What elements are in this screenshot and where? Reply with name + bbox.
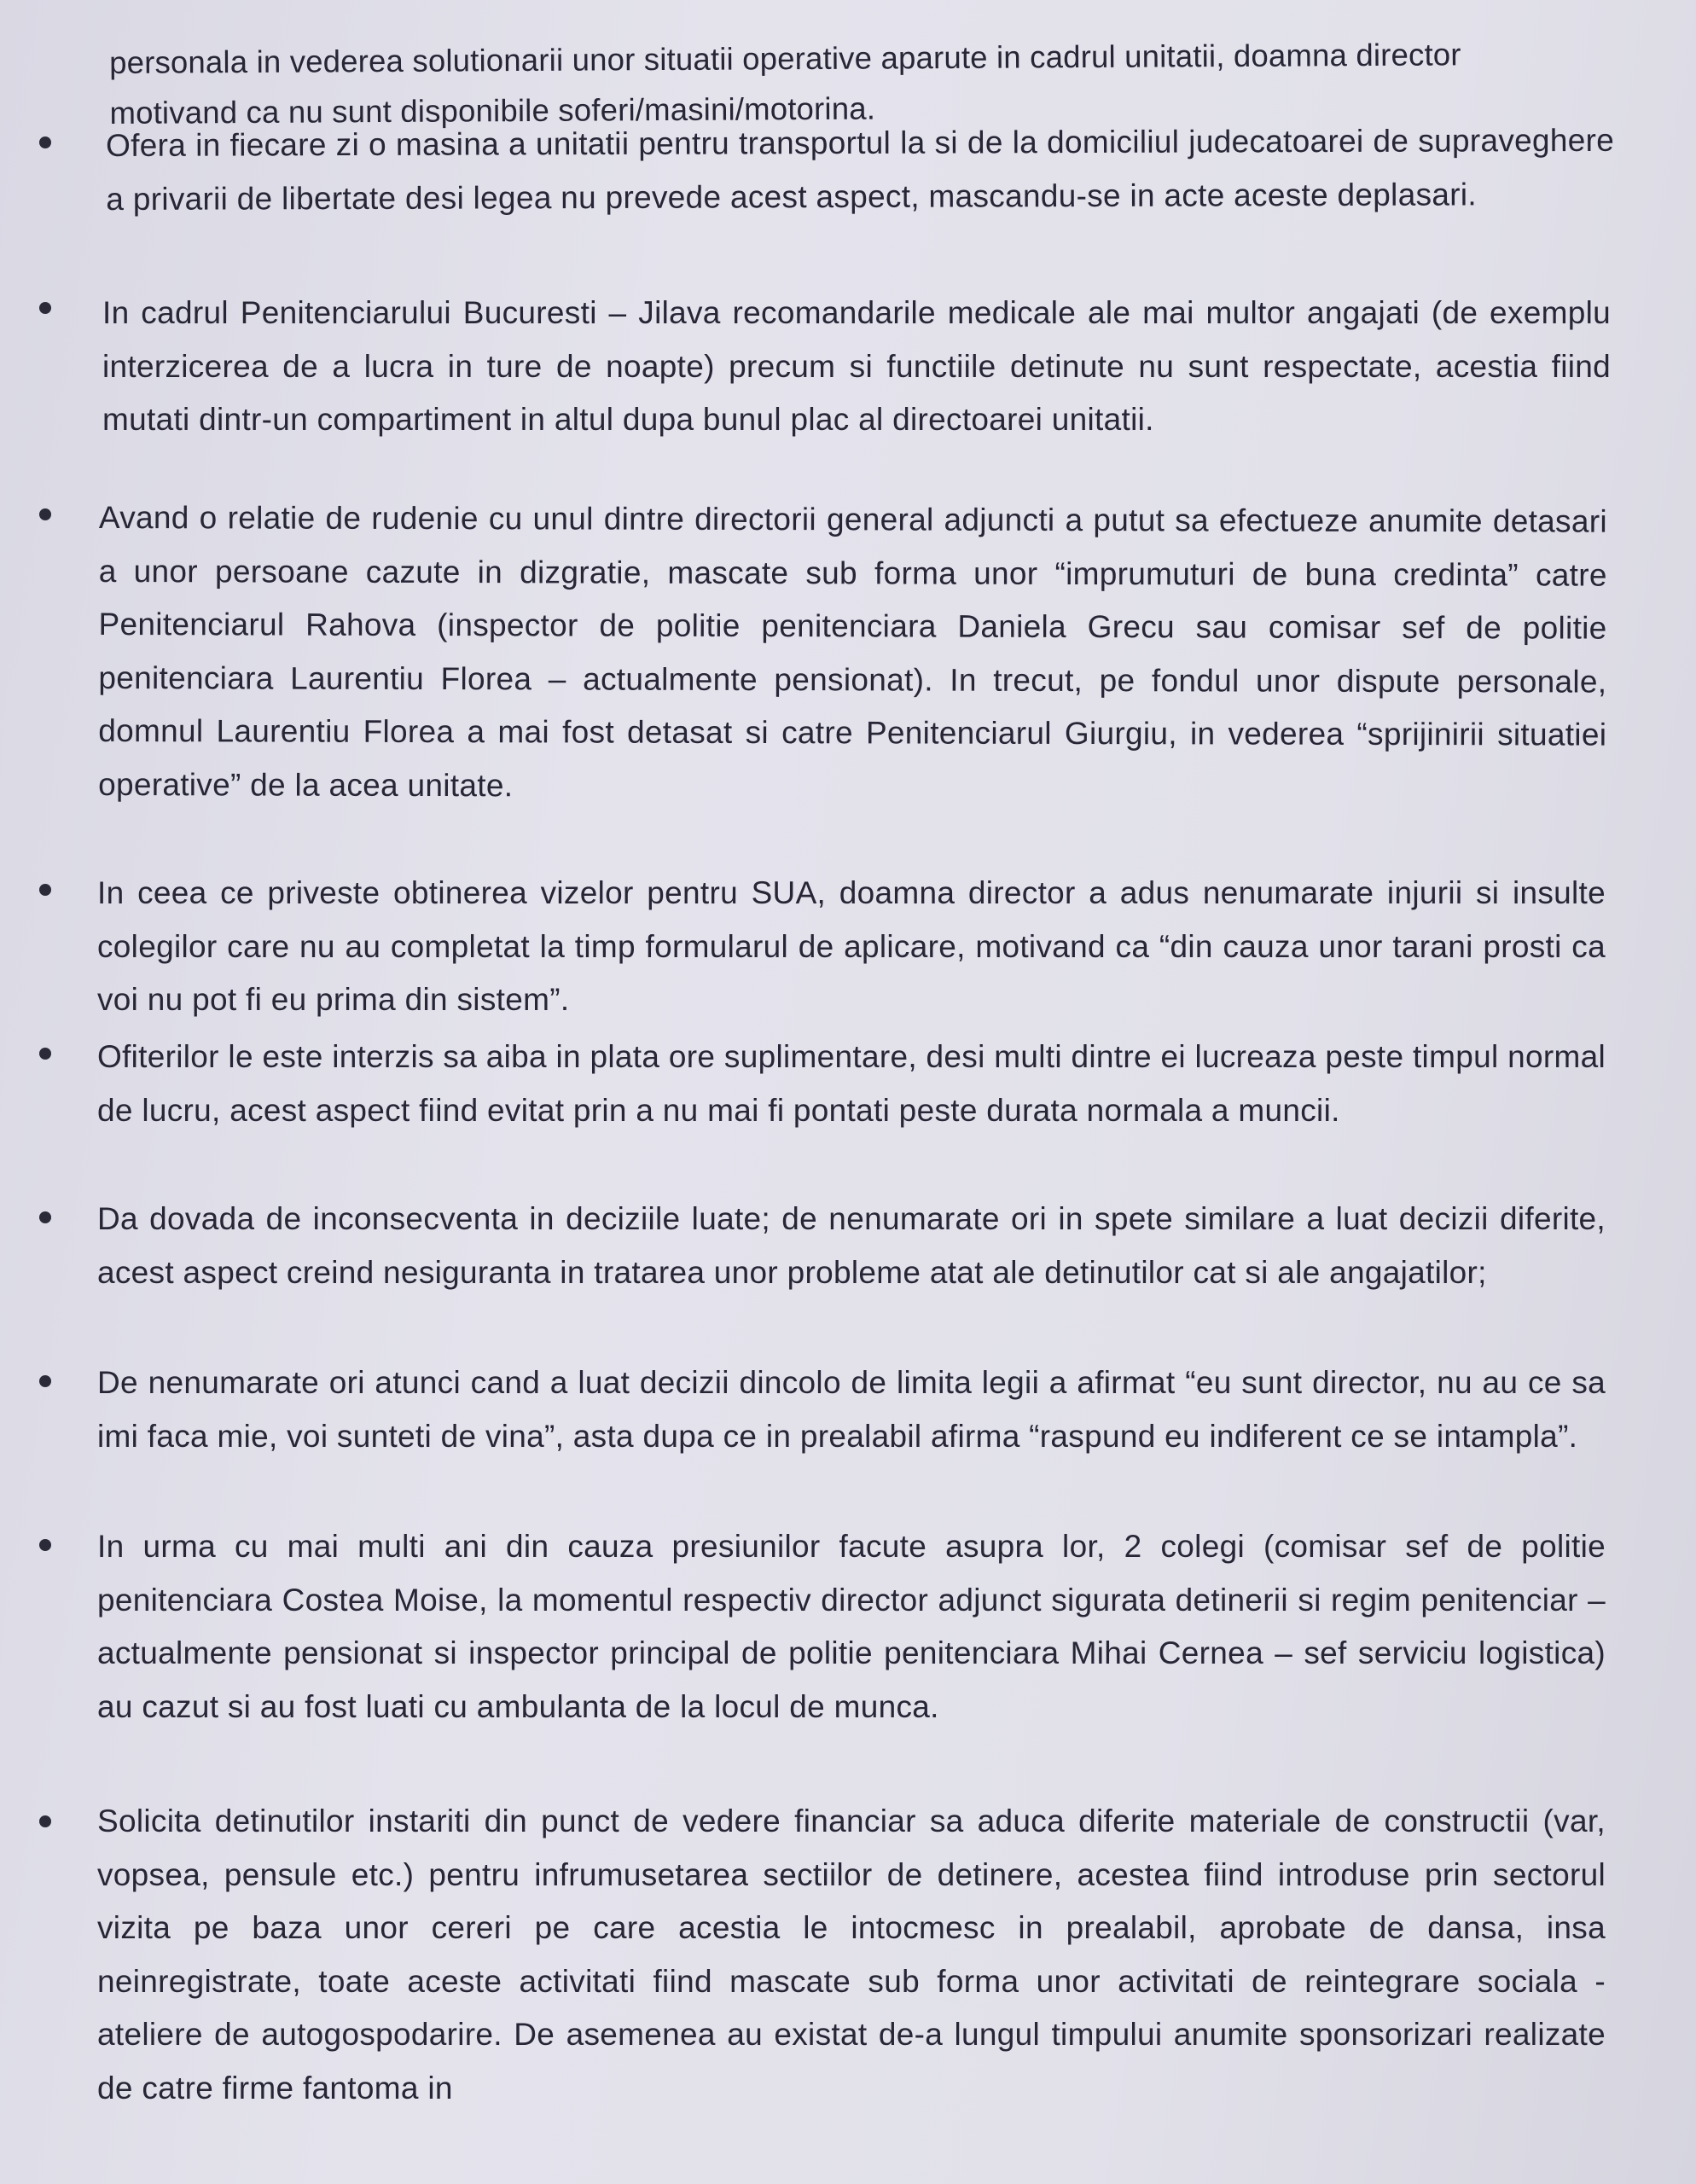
list-item-text: Ofera in fiecare zi o masina a unitatii pentru transportul la si de la domiciliul judecatoarei de supraveghere a privarii de libertate desi legea nu prevede acest aspect, mascandu-se in acte aceste deplasari.	[106, 122, 1615, 217]
list-item-text: Avand o relatie de rudenie cu unul dintre directorii general adjuncti a putut sa efectueze anumite detasari a unor persoane cazute in dizgratie, mascate sub forma unor “imprumuturi de buna credinta” catre Penitenciarul Rahova (inspector de politie penitenciara Daniela Grecu sau comisar sef de politie penitenciara Laurentiu Florea – actualmente pensionat). In trecut, pe fondul unor dispute personale, domnul Laurentiu Florea a mai fost detasat si catre Penitenciarul Giurgiu, in vederea “sprijinirii situatiei operative” de la acea unitate.	[98, 499, 1607, 803]
list-item-text: Ofiterilor le este interzis sa aiba in plata ore suplimentare, desi multi dintre ei lucreaza peste timpul normal de lucru, acest aspect fiind evitat prin a nu mai fi pontati peste durata normala a muncii.	[97, 1039, 1606, 1128]
list-item-text: Da dovada de inconsecventa in deciziile luate; de nenumarate ori in spete similare a luat decizii diferite, acest aspect creind nesiguranta in tratarea unor probleme atat ale detinutilor cat si ale angajatilor;	[97, 1201, 1606, 1290]
bullet-icon	[39, 884, 51, 896]
bullet-icon	[39, 1211, 51, 1223]
bullet-icon	[39, 508, 51, 520]
bullet-icon	[39, 1048, 51, 1060]
list-item-text: In ceea ce priveste obtinerea vizelor pentru SUA, doamna director a adus nenumarate injurii si insulte colegilor care nu au completat la timp formularul de aplicare, motivand ca “din cauza unor tarani prosti ca voi nu pot fi eu prima din sistem”.	[97, 875, 1606, 1017]
list-item-text: In cadrul Penitenciarului Bucuresti – Jilava recomandarile medicale ale mai multor angajati (de exemplu interzicerea de a lucra in ture de noapte) precum si functiile detinute nu sunt respectate, acestia fiind mutati dintr-un compartiment in altul dupa bunul plac al directoarei unitatii.	[102, 295, 1611, 437]
bullet-icon	[39, 1815, 51, 1827]
list-item-text: De nenumarate ori atunci cand a luat decizii dincolo de limita legii a afirmat “eu sunt director, nu au ce sa imi faca mie, voi sunteti de vina”, asta dupa ce in prealabil afirma “raspund eu indiferent ce se intampla”.	[97, 1365, 1606, 1454]
list-item-text: In urma cu mai multi ani din cauza presiunilor facute asupra lor, 2 colegi (comisar sef de politie penitenciara Costea Moise, la momentul respectiv director adjunct sigurata detinerii si regim penitenciar – actualmente pensionat si inspector principal de politie penitenciara Mihai Cernea – sef serviciu logistica) au cazut si au fost luati cu ambulanta de la locul de munca.	[97, 1529, 1606, 1724]
bullet-icon	[39, 136, 51, 148]
bullet-icon	[39, 1375, 51, 1387]
list-item-text: Solicita detinutilor instariti din punct de vedere financiar sa aduca diferite materiale de constructii (var, vopsea, pensule etc.) pentru infrumusetarea sectiilor de detinere, acestea fiind introduse prin sectorul vizita pe baza unor cereri pe care acestia le intocmesc in prealabil, aprobate de dansa, insa neinregistrate, toate aceste activitati fiind mascate sub forma unor activitati de reintegrare sociala - ateliere de autogospodarire. De asemenea au existat de-a lungul timpului anumite sponsorizari realizate de catre firme fantoma in	[97, 1804, 1606, 2106]
intro-paragraph: personala in vederea solutionarii unor situatii operative aparute in cadrul unitatii, doamna director motivand ca nu sunt disponibile soferi/masini/motorina.	[109, 37, 1461, 131]
bullet-icon	[39, 302, 51, 314]
bullet-icon	[39, 1539, 51, 1551]
